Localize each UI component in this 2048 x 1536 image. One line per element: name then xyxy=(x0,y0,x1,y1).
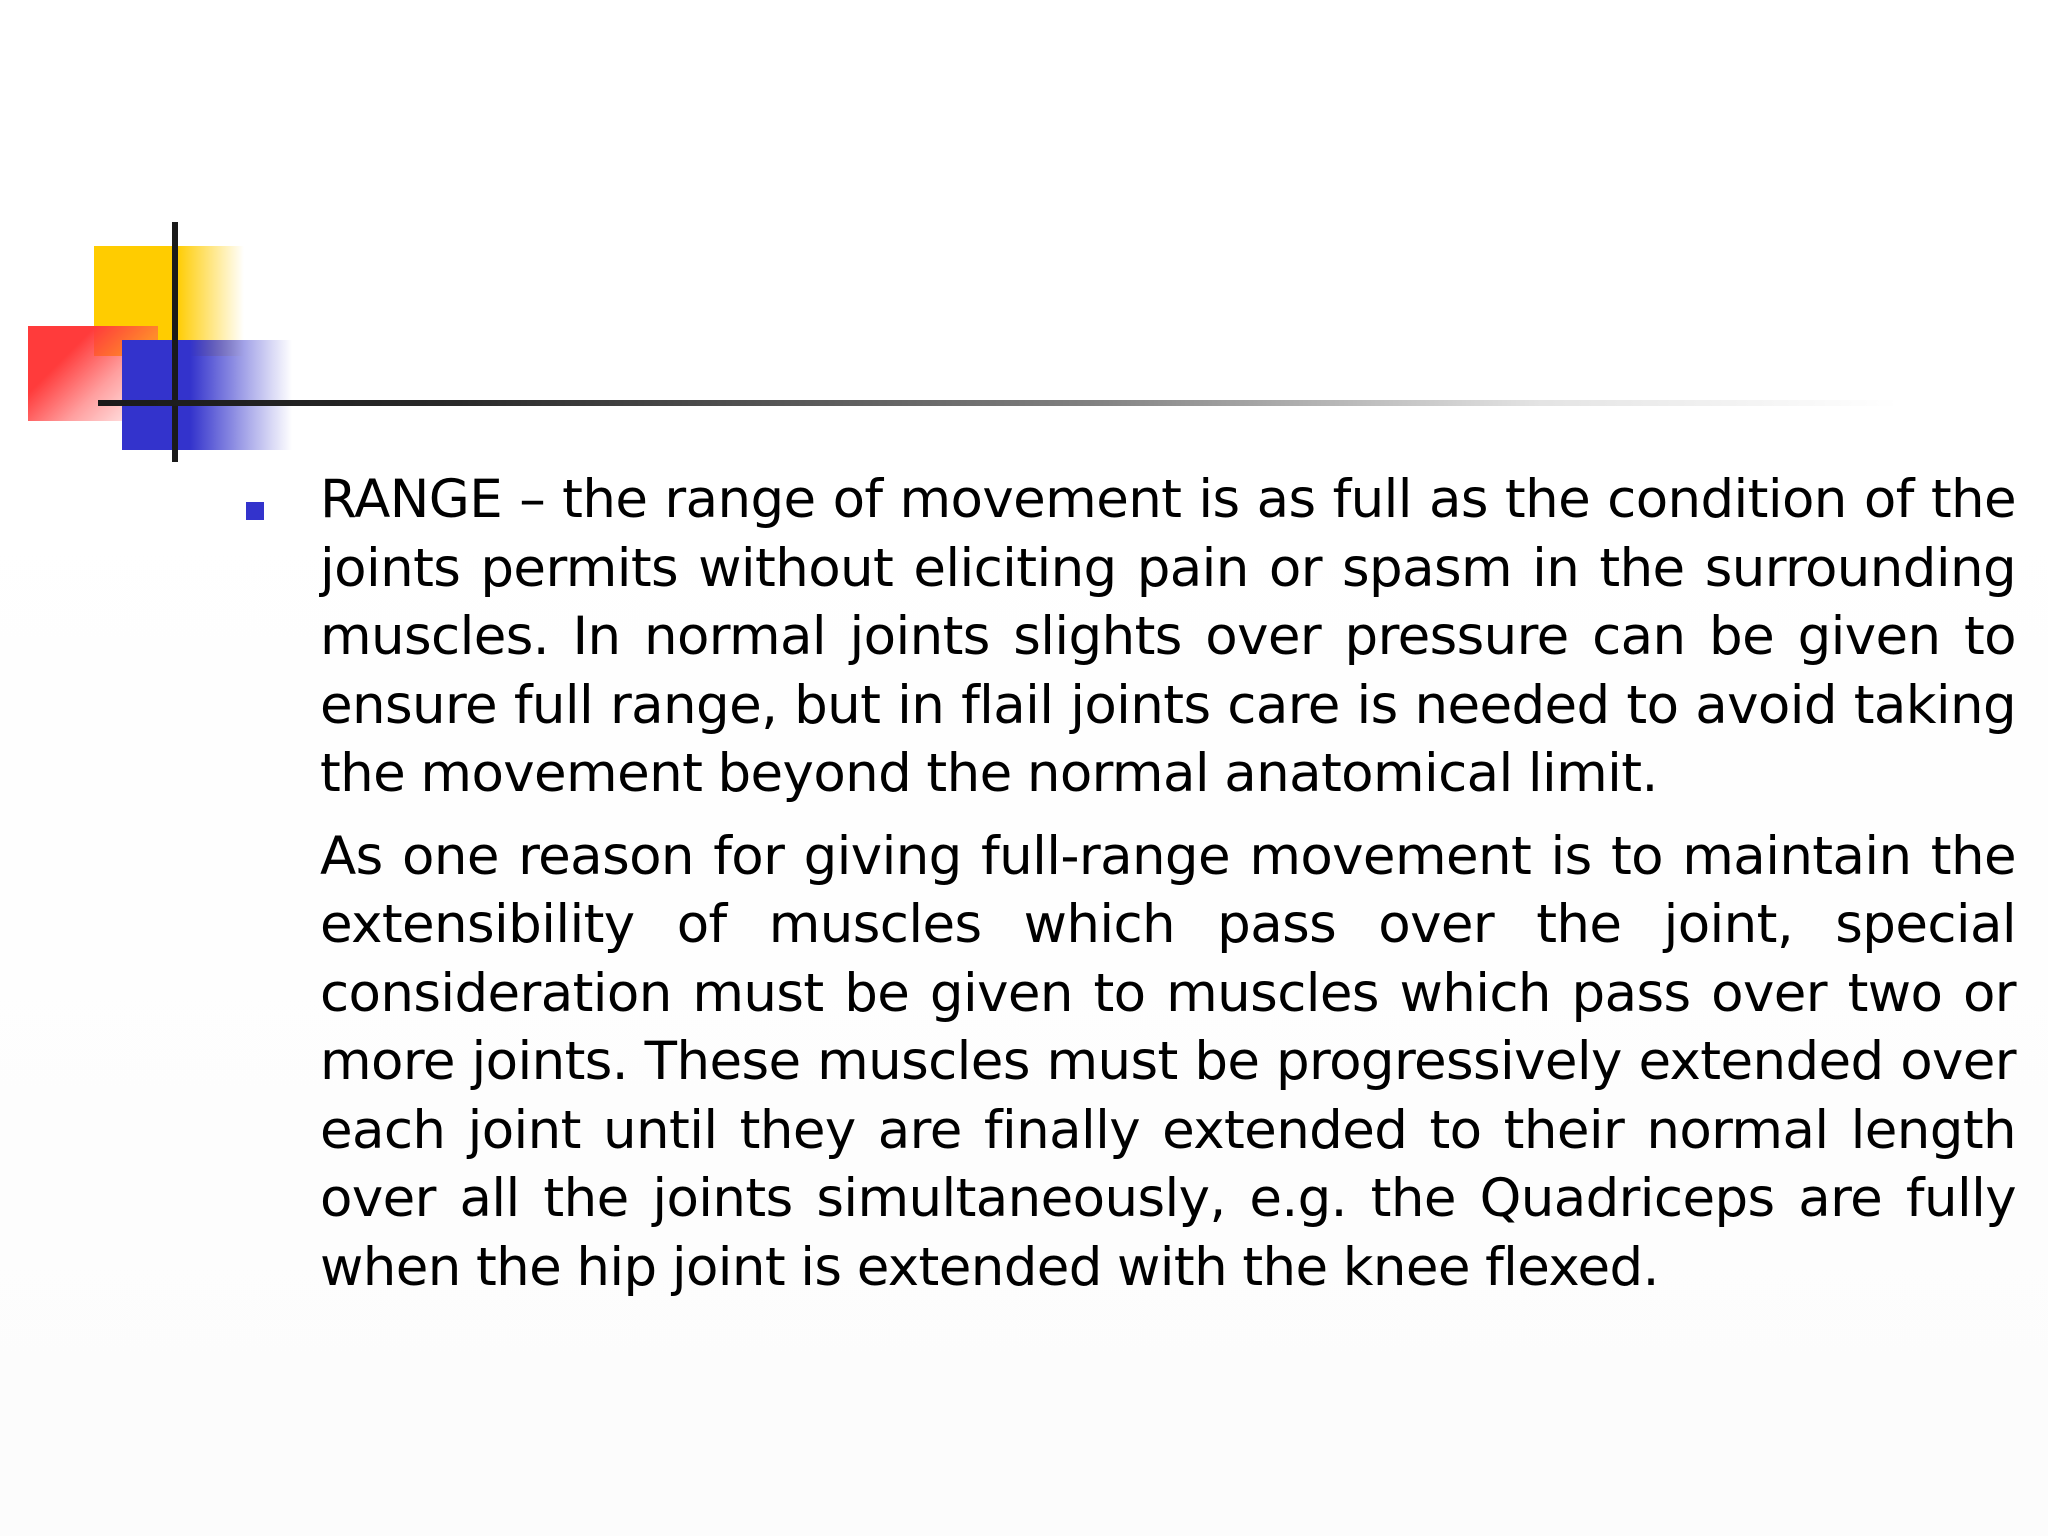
slide-body xyxy=(246,466,2016,1302)
blue-square-decoration xyxy=(122,340,292,450)
vertical-rule-decoration xyxy=(172,222,178,462)
square-bullet-icon xyxy=(246,502,264,520)
continuation-paragraph: As one reason for giving full-range movement is to maintain the extensibility of muscles which pass over the joint, special consideration must be given to muscles which pass over two or more joints. These muscles must be progressively extended over each joint until they are finally extended to their normal length over all the joints simultaneously, e.g. the Quadriceps are fully when the hip joint is extended with the knee flexed. xyxy=(320,825,2016,1298)
horizontal-rule-decoration xyxy=(98,400,1898,406)
bullet-paragraph-range: RANGE – the range of movement is as full as the condition of the joints permits without eliciting pain or spasm in the surrounding muscles. In normal joints slights over pressure can be given to ensure full range, but in flail joints care is needed to avoid taking the movement beyond the normal anatomical limit. xyxy=(320,469,2016,804)
